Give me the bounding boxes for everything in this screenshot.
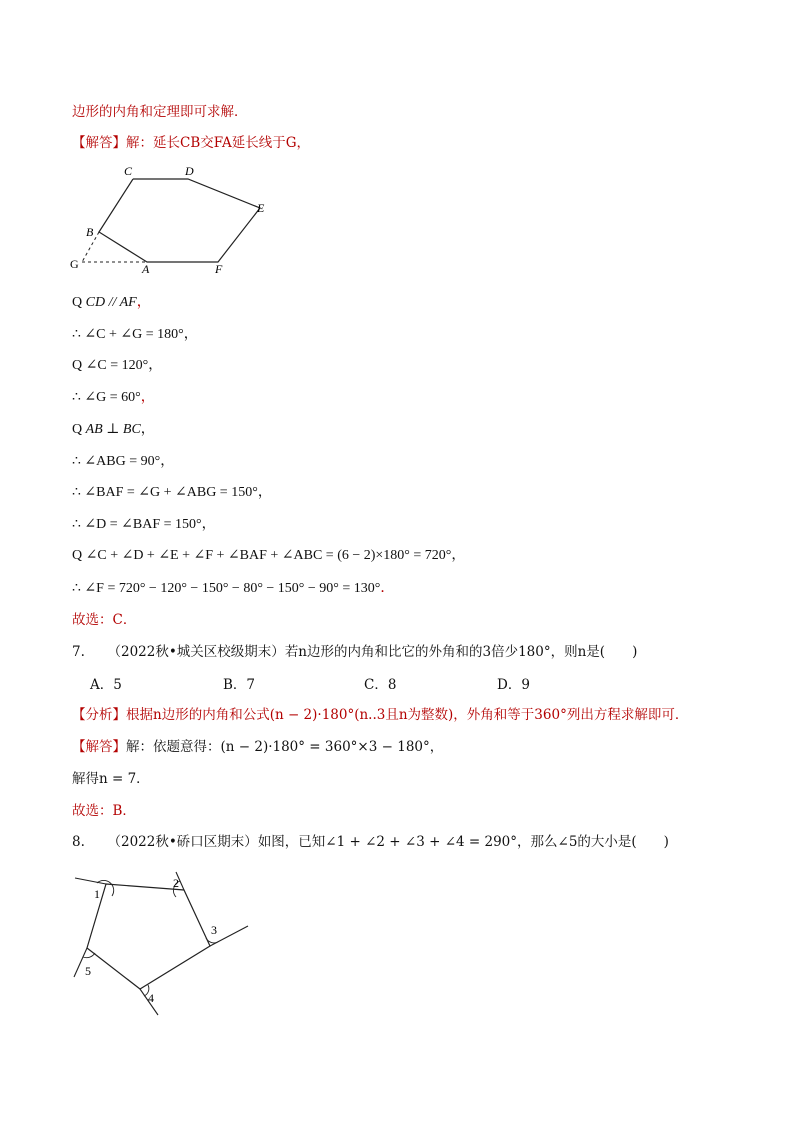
solution-heading bbox=[72, 134, 310, 152]
label-d: D bbox=[185, 164, 194, 178]
pentagon-label-2: 2 bbox=[173, 876, 179, 890]
step-6: ∴ ∠ABG = 90°， bbox=[72, 454, 175, 469]
step-10: ∴ ∠F = 720° − 120° − 150° − 80° − 150° − 90° = 130°． bbox=[72, 581, 395, 596]
step-9: Q ∠C + ∠D + ∠E + ∠F + ∠BAF + ∠ABC = (6 − 2)×180° = 720°， bbox=[72, 548, 466, 563]
solve-7: 解得n = 7． bbox=[72, 771, 150, 787]
pentagon-label-3: 3 bbox=[211, 923, 217, 937]
step-8: ∴ ∠D = ∠BAF = 150°， bbox=[72, 517, 216, 532]
step-3: Q ∠C = 120°， bbox=[72, 358, 163, 373]
hexagon-figure bbox=[64, 160, 284, 280]
solution7-text: 解：依题意得：(n − 2)·180° = 360°×3 − 180°， bbox=[126, 739, 444, 755]
label-b: B bbox=[86, 225, 94, 239]
q8-text: 如图，已知∠1 + ∠2 + ∠3 + ∠4 = 290°，那么∠5的大小是( ) bbox=[257, 834, 669, 850]
answer-6: 故选：C． bbox=[72, 612, 137, 628]
label-f: F bbox=[215, 262, 223, 276]
q7-text: 若n边形的内角和比它的外角和的3倍少180°，则n是( ) bbox=[284, 644, 638, 660]
question-7 bbox=[72, 643, 637, 661]
solution-text: 解：延长CB交FA延长线于G， bbox=[126, 135, 310, 151]
q7-option-b: B．7 bbox=[223, 677, 256, 693]
solution-7 bbox=[72, 738, 443, 756]
label-e: E bbox=[257, 201, 265, 215]
label-c: C bbox=[124, 164, 133, 178]
step-1: Q CD // AF， bbox=[72, 295, 151, 310]
pentagon-outline bbox=[87, 884, 210, 989]
analysis-text: 根据n边形的内角和公式(n − 2)·180°(n..3且n为整数)，外角和等于360°列出方程求解即可． bbox=[126, 707, 689, 723]
analysis-tag: 【分析】 bbox=[72, 707, 126, 723]
pentagon-label-1: 1 bbox=[94, 887, 100, 901]
step-2: ∴ ∠C + ∠G = 180°， bbox=[72, 327, 198, 342]
label-a: A bbox=[142, 262, 150, 276]
step-5: Q AB ⊥ BC， bbox=[72, 422, 155, 437]
q7-source: （2022秋•城关区校级期末） bbox=[107, 644, 285, 660]
solution-tag: 【解答】 bbox=[72, 135, 126, 151]
label-g: G bbox=[70, 257, 79, 271]
q7-option-d: D．9 bbox=[497, 677, 530, 693]
q7-option-a: A．5 bbox=[90, 677, 122, 693]
step-7: ∴ ∠BAF = ∠G + ∠ABG = 150°， bbox=[72, 485, 272, 500]
answer-7: 故选：B． bbox=[72, 803, 136, 819]
solution7-tag: 【解答】 bbox=[72, 739, 126, 755]
q7-number: 7. bbox=[72, 644, 85, 660]
step-4: ∴ ∠G = 60°， bbox=[72, 390, 155, 405]
analysis-7 bbox=[72, 706, 688, 724]
intro-line: 边形的内角和定理即可求解． bbox=[72, 104, 248, 120]
hexagon-outline bbox=[99, 179, 260, 262]
question-8 bbox=[72, 833, 669, 851]
pentagon-label-4: 4 bbox=[148, 991, 154, 1005]
q8-source: （2022秋•硚口区期末） bbox=[107, 834, 258, 850]
q8-number: 8. bbox=[72, 834, 85, 850]
pentagon-label-5: 5 bbox=[85, 964, 91, 978]
pentagon-figure bbox=[70, 870, 255, 1020]
q7-option-c: C．8 bbox=[364, 677, 397, 693]
